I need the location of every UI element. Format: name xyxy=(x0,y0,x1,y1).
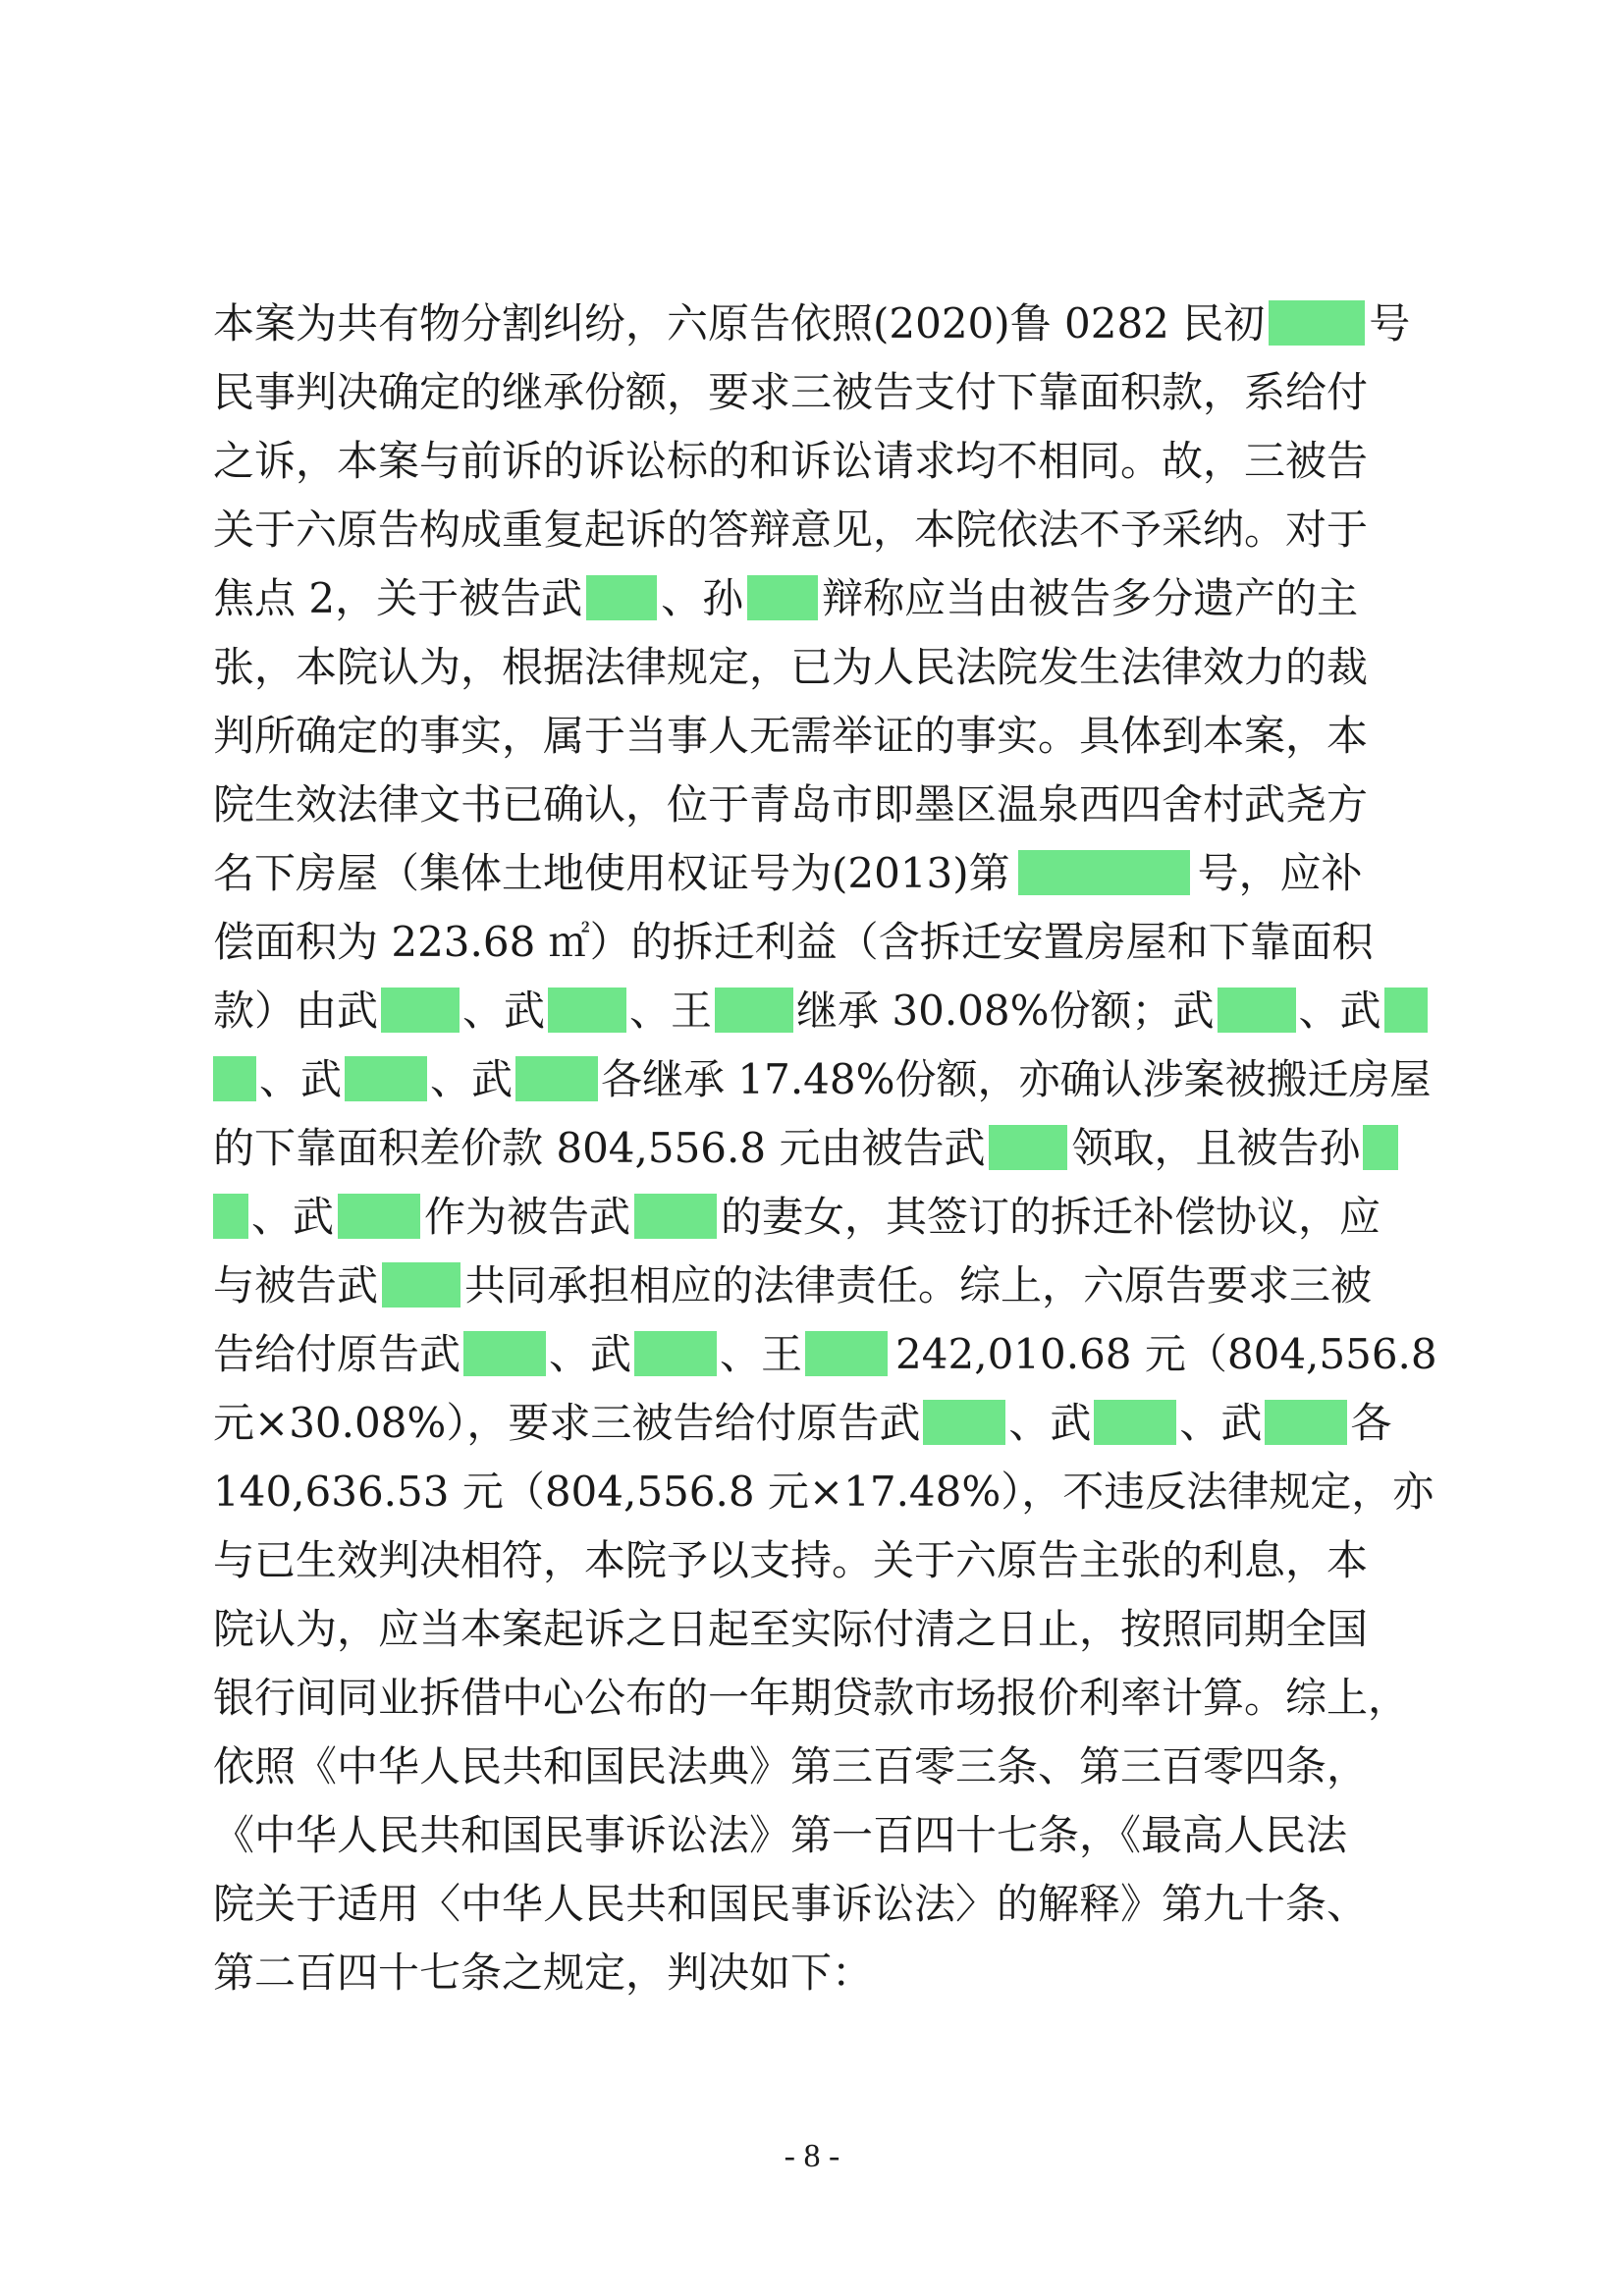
redaction-mark xyxy=(1384,988,1428,1033)
text-segment: 、武 xyxy=(430,1055,514,1103)
redaction-mark xyxy=(548,988,626,1033)
redaction-mark xyxy=(463,1331,546,1376)
text-line xyxy=(213,1329,1437,1380)
text-line xyxy=(213,367,1368,418)
redaction-mark xyxy=(1218,988,1296,1033)
text-segment: 、武 xyxy=(1179,1399,1263,1447)
redaction-mark xyxy=(382,1262,460,1308)
redaction-mark xyxy=(634,1194,717,1239)
text-segment: 款）由武 xyxy=(213,987,379,1035)
redaction-mark xyxy=(805,1331,888,1376)
text-segment: 名下房屋（集体土地使用权证号为(2013)第 xyxy=(213,849,1010,897)
redaction-mark xyxy=(381,988,460,1033)
text-segment: 、王 xyxy=(720,1330,803,1378)
text-line xyxy=(213,505,1368,556)
redaction-mark xyxy=(338,1194,420,1239)
text-line xyxy=(213,1879,1368,1930)
text-segment: 关于六原告构成重复起诉的答辩意见，本院依法不予采纳。对于 xyxy=(213,506,1369,554)
text-segment: 院关于适用〈中华人民共和国民事诉讼法〉的解释》第九十条、 xyxy=(213,1880,1369,1928)
redaction-mark xyxy=(213,1194,248,1239)
text-line xyxy=(213,1192,1380,1243)
text-segment: 焦点 2，关于被告武 xyxy=(213,574,583,622)
text-segment: 元×30.08%），要求三被告给付原告武 xyxy=(213,1399,921,1447)
text-segment: 领取，且被告孙 xyxy=(1071,1124,1361,1172)
text-line xyxy=(213,779,1368,830)
text-line xyxy=(213,1948,873,1999)
text-segment: 、武 xyxy=(1008,1399,1092,1447)
text-line xyxy=(213,1398,1391,1449)
text-segment: 、武 xyxy=(549,1330,632,1378)
text-segment: 各继承 17.48%份额，亦确认涉案被搬迁房屋 xyxy=(601,1055,1432,1103)
redaction-mark xyxy=(923,1400,1005,1445)
text-segment: 依照《中华人民共和国民法典》第三百零三条、第三百零四条， xyxy=(213,1742,1369,1790)
text-segment: 之诉，本案与前诉的诉讼标的和诉讼请求均不相同。故，三被告 xyxy=(213,437,1369,485)
redaction-mark xyxy=(747,575,818,620)
text-line xyxy=(213,1604,1368,1655)
text-segment: 的下靠面积差价款 804,556.8 元由被告武 xyxy=(213,1124,986,1172)
text-line xyxy=(213,298,1410,349)
text-line xyxy=(213,573,1358,624)
text-segment: 银行间同业拆借中心公布的一年期贷款市场报价利率计算。综上， xyxy=(213,1674,1410,1722)
text-segment: 判所确定的事实，属于当事人无需举证的事实。具体到本案，本 xyxy=(213,712,1369,760)
text-line xyxy=(213,848,1363,899)
text-segment: 院认为，应当本案起诉之日起至实际付清之日止，按照同期全国 xyxy=(213,1605,1369,1653)
text-segment: 偿面积为 223.68 ㎡）的拆迁利益（含拆迁安置房屋和下靠面积 xyxy=(213,918,1374,966)
redaction-mark xyxy=(586,575,657,620)
text-segment: 告给付原告武 xyxy=(213,1330,461,1378)
text-line xyxy=(213,1535,1368,1586)
redaction-mark xyxy=(1094,1400,1176,1445)
redaction-mark xyxy=(634,1331,717,1376)
text-segment: 作为被告武 xyxy=(424,1193,631,1241)
text-segment: 、孙 xyxy=(661,574,744,622)
text-segment: 各 xyxy=(1350,1399,1392,1447)
text-line xyxy=(213,1123,1398,1174)
redaction-mark xyxy=(515,1056,598,1101)
text-line xyxy=(213,1260,1372,1311)
text-line xyxy=(213,1741,1368,1792)
text-segment: 140,636.53 元（804,556.8 元×17.48%），不违反法律规定，亦 xyxy=(213,1468,1435,1516)
redaction-mark xyxy=(715,988,793,1033)
text-segment: 、武 xyxy=(251,1193,335,1241)
page-number: - 8 - xyxy=(784,2138,840,2174)
text-segment: 院生效法律文书已确认，位于青岛市即墨区温泉西四舍村武尧方 xyxy=(213,780,1369,828)
text-segment: 、武 xyxy=(462,987,546,1035)
text-line xyxy=(213,642,1368,693)
text-segment: 242,010.68 元（804,556.8 xyxy=(895,1330,1437,1378)
text-segment: 民事判决确定的继承份额，要求三被告支付下靠面积款，系给付 xyxy=(213,368,1369,416)
text-segment: 的妻女，其签订的拆迁补偿协议，应 xyxy=(721,1193,1381,1241)
text-segment: 共同承担相应的法律责任。综上，六原告要求三被 xyxy=(464,1261,1373,1309)
text-segment: 继承 30.08%份额；武 xyxy=(796,987,1215,1035)
text-segment: 与被告武 xyxy=(213,1261,379,1309)
redaction-mark xyxy=(345,1056,427,1101)
text-line xyxy=(213,986,1428,1037)
text-segment: 张，本院认为，根据法律规定，已为人民法院发生法律效力的裁 xyxy=(213,643,1369,691)
text-segment: 辩称应当由被告多分遗产的主 xyxy=(822,574,1359,622)
text-segment: 与已生效判决相符，本院予以支持。关于六原告主张的利息，本 xyxy=(213,1536,1369,1584)
redaction-mark xyxy=(989,1125,1067,1170)
text-line xyxy=(213,1467,1434,1518)
redaction-mark xyxy=(1269,300,1365,346)
text-line xyxy=(213,917,1374,968)
text-segment: 、武 xyxy=(259,1055,343,1103)
text-segment: 《中华人民共和国民事诉讼法》第一百四十七条，《最高人民法 xyxy=(213,1811,1348,1859)
redaction-mark xyxy=(1265,1400,1347,1445)
text-segment: 号，应补 xyxy=(1197,849,1363,897)
text-line xyxy=(213,436,1368,487)
text-segment: 、武 xyxy=(1298,987,1381,1035)
text-line xyxy=(213,1054,1432,1105)
text-segment: 、王 xyxy=(629,987,713,1035)
text-line xyxy=(213,1673,1409,1724)
text-line xyxy=(213,711,1368,762)
redaction-mark xyxy=(1018,850,1190,895)
text-segment: 本案为共有物分割纠纷，六原告依照(2020)鲁 0282 民初 xyxy=(213,299,1266,347)
text-line xyxy=(213,1810,1347,1861)
text-segment: 第二百四十七条之规定，判决如下： xyxy=(213,1949,874,1997)
redaction-mark xyxy=(213,1056,256,1101)
text-segment: 号 xyxy=(1369,299,1411,347)
redaction-mark xyxy=(1363,1125,1398,1170)
